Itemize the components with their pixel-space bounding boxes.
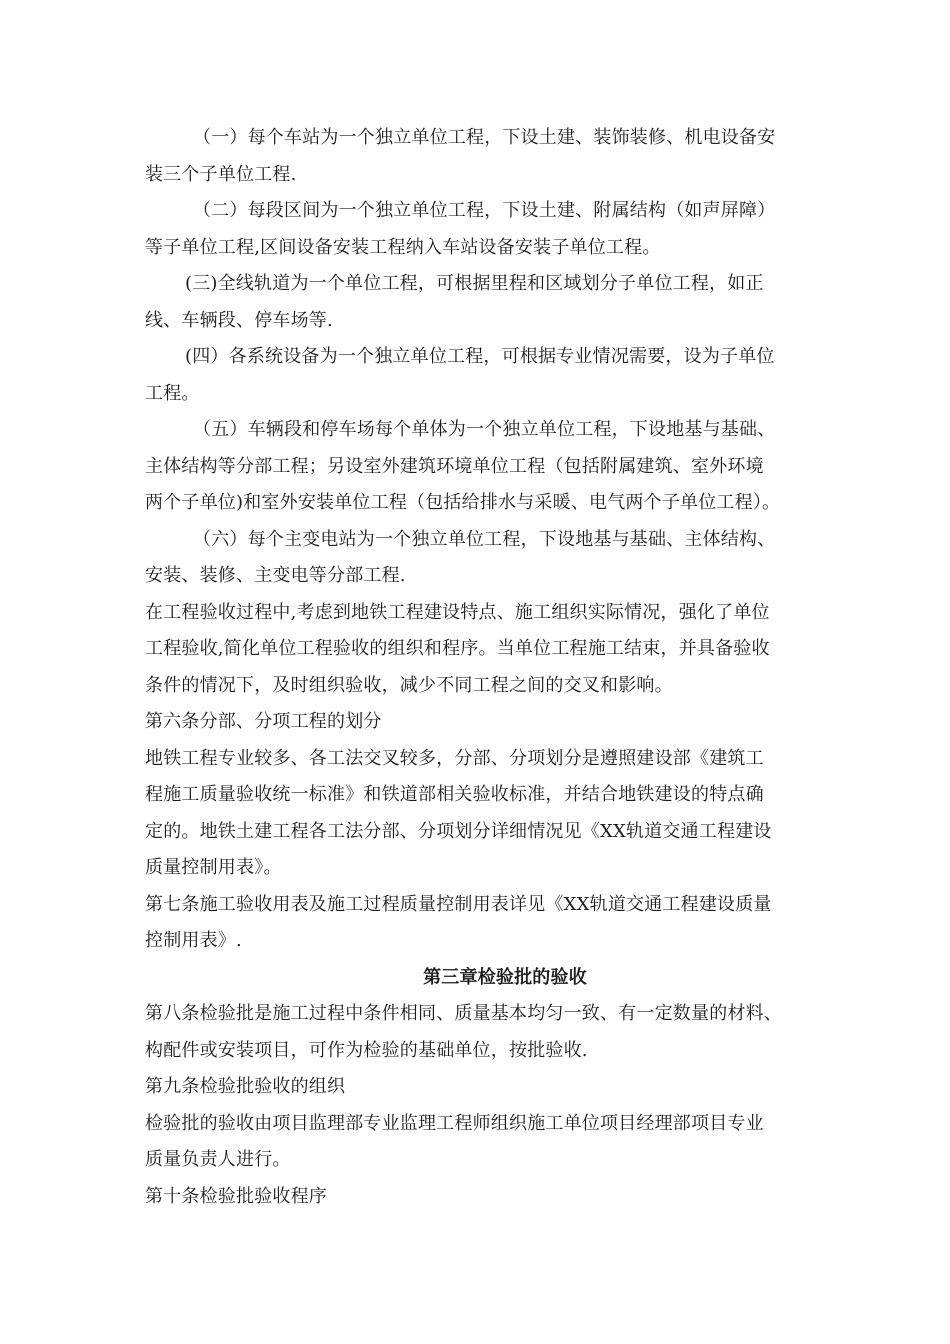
paragraph-line: 定的。地铁土建工程各工法分部、分项划分详细情况见《XX轨道交通工程建设	[145, 820, 772, 842]
paragraph-line: 工程验收,简化单位工程验收的组织和程序。当单位工程施工结束，并具备验收	[145, 638, 770, 659]
paragraph-line: 工程。	[145, 382, 200, 404]
paragraph-line: 控制用表》.	[145, 930, 242, 951]
paragraph-line: 检验批的验收由项目监理部专业监理工程师组织施工单位项目经理部项目专业	[145, 1112, 764, 1134]
paragraph-line: 线、车辆段、停车场等.	[145, 309, 333, 331]
paragraph-line: （六）每个主变电站为一个独立单位工程，下设地基与基础、主体结构、	[193, 528, 776, 550]
paragraph-line: （五）车辆段和停车场每个单体为一个独立单位工程，下设地基与基础、	[193, 419, 776, 440]
paragraph-line: 等子单位工程,区间设备安装工程纳入车站设备安装子单位工程。	[145, 236, 661, 258]
paragraph-line: 构配件或安装项目，可作为检验的基础单位，按批验收.	[145, 1039, 588, 1061]
paragraph-line: 质量控制用表》。	[145, 857, 282, 878]
paragraph-line: 质量负责人进行。	[145, 1149, 291, 1170]
chapter-heading: 第三章检验批的验收	[423, 966, 587, 988]
paragraph-line: （一）每个车站为一个独立单位工程，下设土建、装饰装修、机电设备安	[193, 127, 776, 148]
paragraph-line: 安装、装修、主变电等分部工程.	[145, 565, 406, 586]
paragraph-line: 两个子单位)和室外安装单位工程（包括给排水与采暖、电气两个子单位工程）。	[145, 492, 781, 513]
paragraph-line: 程施工质量验收统一标准》和铁道部相关验收标准，并结合地铁建设的特点确	[145, 784, 764, 805]
paragraph-line: 主体结构等分部工程；另设室外建筑环境单位工程（包括附属建筑、室外环境	[145, 455, 764, 477]
document-body	[145, 120, 825, 1215]
paragraph-line: （二）每段区间为一个独立单位工程，下设土建、附属结构（如声屏障）	[193, 200, 776, 221]
paragraph-line: 在工程验收过程中,考虑到地铁工程建设特点、施工组织实际情况，强化了单位	[145, 601, 770, 623]
article-heading: 第九条检验批验收的组织	[145, 1076, 346, 1097]
paragraph-line: 第七条施工验收用表及施工过程质量控制用表详见《XX轨道交通工程建设质量	[145, 893, 772, 915]
paragraph-line: 条件的情况下，及时组织验收，减少不同工程之间的交叉和影响。	[145, 674, 673, 696]
article-heading: 第六条分部、分项工程的划分	[145, 711, 382, 732]
article-heading: 第十条检验批验收程序	[145, 1185, 327, 1207]
paragraph-line: 地铁工程专业较多、各工法交叉较多，分部、分项划分是遵照建设部《建筑工	[145, 747, 764, 769]
paragraph-line: (四）各系统设备为一个独立单位工程，可根据专业情况需要，设为子单位	[185, 346, 775, 367]
paragraph-line: (三)全线轨道为一个单位工程，可根据里程和区域划分子单位工程，如正	[185, 273, 764, 294]
paragraph-line: 装三个子单位工程.	[145, 163, 297, 185]
paragraph-line: 第八条检验批是施工过程中条件相同、质量基本均匀一致、有一定数量的材料、	[145, 1003, 782, 1024]
